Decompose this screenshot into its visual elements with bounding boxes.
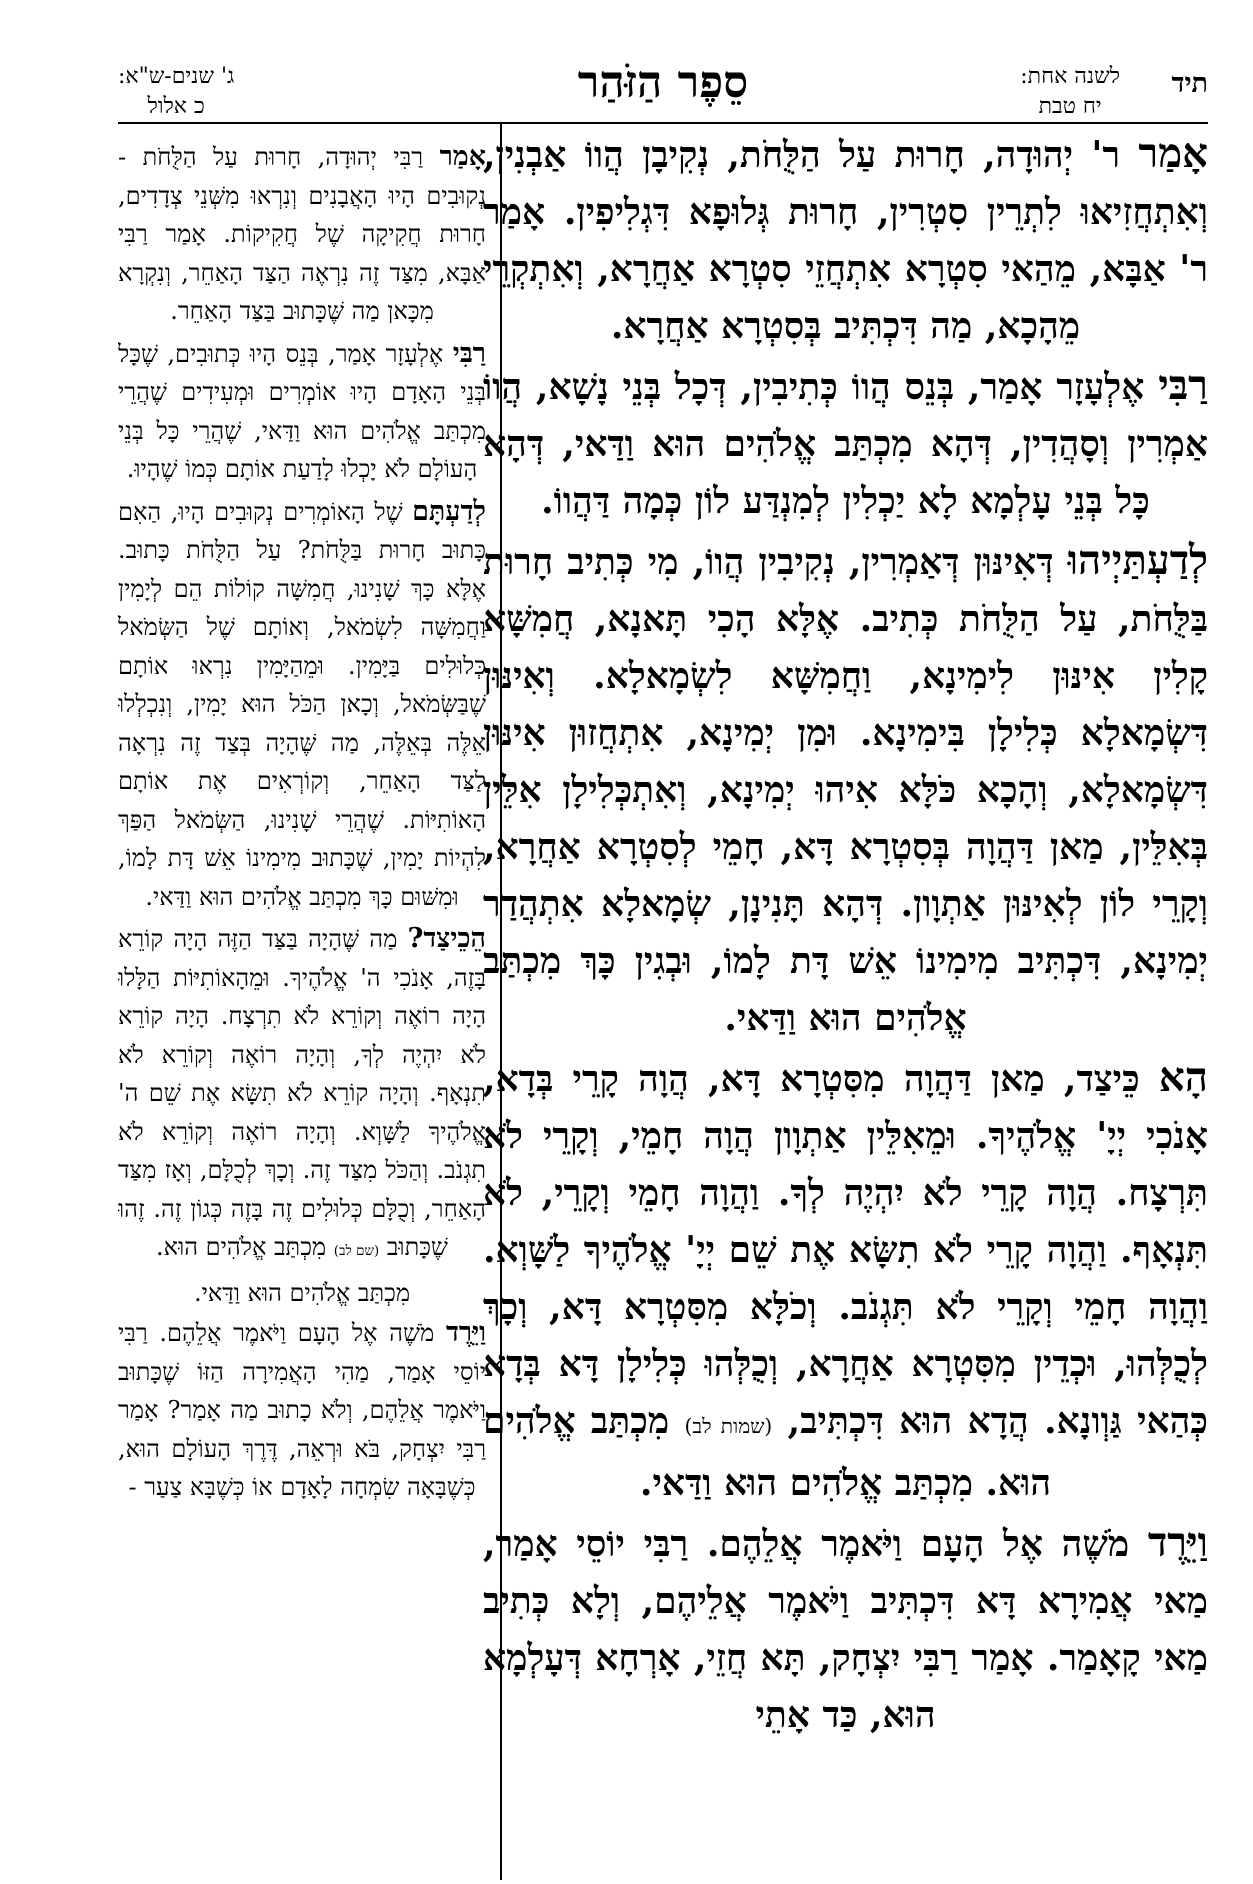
paragraph-lead-word: לְדַעְתָּם <box>412 495 486 527</box>
paragraph-lead-word: רַבִּי <box>452 337 486 369</box>
paragraph-text: מֹשֶׁה אֶל הָעָם וַיֹּאמֶר אֲלֵהֶם. רַבִּי יוֹסֵי אָמַר, מַאי אֲמִירָא דָּא דִּכְתִּיב וַיֹּאמֶר אֲלֵיהֶם, וְלָא כְּתִיב מַאי קָאָמַר. אָמַר רַבִּי יִצְחָק, תָּא חֲזֵי, אָרְחָא דְּעָלְמָא הוּא, כַּד אָתֵי <box>483 1523 1208 1736</box>
paragraph-lead-word: רַבִּי <box>1158 361 1208 409</box>
study-date-right: יח טבת <box>1038 94 1102 119</box>
page-number: תיד <box>1171 68 1208 99</box>
aramaic-paragraph <box>483 532 1208 1047</box>
hebrew-paragraph <box>118 138 486 331</box>
study-date-left: כ אלול <box>147 94 205 119</box>
source-reference: (שם לב) <box>333 1244 380 1259</box>
source-reference: (שמות לב) <box>684 1414 773 1438</box>
hebrew-translation-column <box>118 138 486 1880</box>
paragraph-text-tail: מִכְתַּב אֱלֹהִים הוּא. מִכְתַּב אֱלֹהִים הוּא וַדַּאי. <box>483 1400 1052 1504</box>
paragraph-text: מִכְתַּב אֱלֹהִים הוּא וַדַּאי. <box>193 1278 411 1307</box>
paragraph-lead-word: הָא <box>1158 1053 1208 1101</box>
paragraph-text: שֶׁל הָאוֹמְרִים נְקוּבִים הָיוּ, הַאִם כָּתוּב חָרוּת בַּלֻּחֹת? עַל הַלֻּחֹת כָּתוּב. אֶלָּא כָּךְ שָׁנִינוּ, חֲמִשָּׁה קוֹלוֹת הֵם לְיָמִין וַחֲמִשָּׁה לִשְׂמֹאל, וְאוֹתָם שֶׁל הַשְּׂמֹאל כְּלוּלִים בַּיָּמִין. וּמֵהַיָּמִין נִרְאוּ אוֹתָם שֶׁבַּשְּׂמֹאל, וְכָאן הַכֹּל הוּא יָמִין, וְנִכְלְלוּ אֵלֶּה בְּאֵלֶּה, מַה שֶּׁהָיָה בְּצַד זֶה נִרְאָה לַצַּד הָאַחֵר, וְקוֹרְאִים אֶת אוֹתָם הָאוֹתִיּוֹת. שֶׁהֲרֵי שָׁנִינוּ, הַשְּׂמֹאל הַפַּךְ לִהְיוֹת יָמִין, שֶׁכָּתוּב מִימִינוֹ אֵשׁ דָּת לָמוֹ, וּמִשּׁוּם כָּךְ מִכְתַּב אֱלֹהִים הוּא וַדַּאי. <box>118 497 486 911</box>
paragraph-text: אֶלְעָזָר אָמַר, בְּנֵס הָיוּ כְּתוּבִים, שֶׁכָּל בְּנֵי הָאָדָם הָיוּ אוֹמְרִים וּמְעִידִים שֶׁהֲרֵי מִכְתַּב אֱלֹהִים הוּא וַדַּאי, שֶׁהֲרֵי כָּל בְּנֵי הָעוֹלָם לֹא יָכְלוּ לָדַעַת אוֹתָם כְּמוֹ שֶׁהָיוּ. <box>118 339 486 483</box>
paragraph-text: מַה שֶּׁהָיָה בַּצַּד הַזֶּה הָיָה קוֹרֵא בָּזֶה, אָנֹכִי ה' אֱלֹהֶיךָ. וּמֵהָאוֹתִיּוֹת הַלָּלוּ הָיָה רוֹאֶה וְקוֹרֵא לֹא תִרְצָח. הָיָה קוֹרֵא לֹא יִהְיֶה לְךָ, וְהָיָה רוֹאֶה וְקוֹרֵא לֹא תִנְאָף. וְהָיָה קוֹרֵא לֹא תִשָּׂא אֶת שֵׁם ה' אֱלֹהֶיךָ לַשָּׁוְא. וְהָיָה רוֹאֶה וְקוֹרֵא לֹא תִגְנֹב. וְהַכֹּל מִצַּד זֶה. וְכָךְ לְכֻלָּם, וְאָז מִצַּד הָאַחֵר, וְכֻלָּם כְּלוּלִים זֶה בָּזֶה כְּגוֹן זֶה. זֶהוּ שֶׁכָּתוּב <box>118 925 486 1261</box>
hebrew-paragraph <box>118 920 486 1272</box>
aramaic-paragraph <box>483 1049 1208 1512</box>
paragraph-text: אֶלְעָזָר אָמַר, בְּנֵס הֲווֹ כְּתִיבִין, דְּכָל בְּנֵי נָשָׁא, הֲווֹ אַמְרִין וְסָהֲדִין, דְּהָא מִכְתַּב אֱלֹהִים הוּא וַדַּאי, דְּהָא כָּל בְּנֵי עָלְמָא לָא יַכְלִין לְמִנְדַּע לוֹן כְּמָה דַּהֲווֹ. <box>483 366 1208 522</box>
paragraph-text: דְּאִינּוּן דְּאַמְרִין, נְקִיבִין הֲווֹ, מִי כְּתִיב חָרוּת בַּלֻּחֹת, עַל הַלֻּחֹת כְּתִיב. אֶלָּא הָכִי תָּאנָא, חֲמִשָּׁא קָלִין אִינּוּן לִימִינָא, וַחֲמִשָּׁא לִשְׂמָאלָא. וְאִינּוּן דִּשְׂמָאלָא כְּלִילָן בִּימִינָא. וּמִן יְמִינָא, אִתְחֲזוּן אִינּוּן דִּשְׂמָאלָא, וְהָכָא כֹּלָּא אִיהוּ יְמִינָא, וְאִתְכְּלִילָן אִלֵּין בְּאִלֵּין, מַאן דַּהֲוָה בְּסִטְרָא דָּא, חָמֵי לְסִטְרָא אַחֲרָא, וְקָרֵי לוֹן לְאִינּוּן אַתְוָון. דְּהָא תָּנִינָן, שְׂמָאלָא אִתְהֲדַר יְמִינָא, דִּכְתִּיב מִימִינוֹ אֵשׁ דָּת לָמוֹ, וּבְגִין כָּךְ מִכְתַּב אֱלֹהִים הוּא וַדַּאי. <box>483 541 1208 1039</box>
aramaic-paragraph <box>483 1514 1208 1744</box>
aramaic-column <box>483 125 1208 1880</box>
header-divider <box>118 122 1208 124</box>
paragraph-lead-word: וַיֵּרֶד <box>1147 1518 1208 1566</box>
study-cycle-label: לשנה אחת: <box>1020 64 1120 89</box>
aramaic-paragraph <box>483 357 1208 530</box>
aramaic-paragraph <box>483 125 1208 355</box>
paragraph-lead-word: הֵכֵיצַד? <box>407 923 486 954</box>
paragraph-lead-word: לְדַעְתַּיְיהוּ <box>1067 536 1208 584</box>
years-cycle-label: ג' שנים-ש"א: <box>118 64 235 89</box>
column-divider <box>500 124 502 1880</box>
hebrew-paragraph <box>118 335 486 489</box>
paragraph-text: ר' יְהוּדָה, חָרוּת עַל הַלֻּחֹת, נְקִיבָן הֲווֹ אַבְנִין, וְאִתְחֲזִיאוּ לִתְרֵין סִטְרִין, חָרוּת גְּלוּפָא דִּגְלִיפִין. אָמַר ר' אַבָּא, מֵהַאי סִטְרָא אִתְחֲזֵי סִטְרָא אַחֲרָא, וְאִתְקְרֵי מֵהָכָא, מַה דִּכְתִּיב בְּסִטְרָא אַחֲרָא. <box>483 134 1208 347</box>
hebrew-paragraph <box>118 1314 486 1507</box>
paragraph-lead-word: אָמַר <box>439 141 486 172</box>
book-title: סֵפֶר הַזֹּהַר <box>577 57 749 108</box>
paragraph-lead-word: אָמַר <box>1138 129 1208 177</box>
hebrew-paragraph <box>118 493 486 917</box>
paragraph-text-tail: מִכְתַּב אֱלֹהִים הוּא. <box>156 1233 327 1261</box>
paragraph-text: כֵּיצַד, מַאן דַּהֲוָה מִסִּטְרָא דָּא, הֲוָה קָרֵי בְּדָא, אָנֹכִי יְיָ' אֱלֹהֶיךָ. וּמֵאִלֵּין אַתְוָון הֲוָה חָמֵי, וְקָרֵי לֹא תִּרְצָח. הֲוָה קָרֵי לֹא יִהְיֶה לְךָ. וַהֲוָה חָמֵי וְקָרֵי, לֹא תִּנְאָף. וַהֲוָה קָרֵי לֹא תִשָּׂא אֶת שֵׁם יְיָ' אֱלֹהֶיךָ לַשָּׁוְא. וַהֲוָה חָמֵי וְקָרֵי לֹא תִּגְנֹב. וְכֹלָּא מִסִּטְרָא דָּא, וְכָךְ לְכֻלְּהוּ, וּכְדֵין מִסִּטְרָא אַחֲרָא, וְכֻלְּהוּ כְּלִילָן דָּא בְּדָא כְּהַאי גַּוְונָא. הֲדָא הוּא דִּכְתִּיב, <box>483 1058 1208 1442</box>
paragraph-text: רַבִּי יְהוּדָה, חָרוּת עַל הַלֻּחֹת - נְקוּבִים הָיוּ הָאֲבָנִים וְנִרְאוּ מִשְּׁנֵי צְדָדִים, חָרוּת חֲקִיקָה שֶׁל חֲקִיקוֹת. אָמַר רַבִּי אַבָּא, מִצַּד זֶה נִרְאֶה הַצַּד הָאַחֵר, וְנִקְרָא מִכָּאן מַה שֶּׁכָּתוּב בַּצַּד הָאַחֵר. <box>118 143 486 325</box>
paragraph-text: מֹשֶׁה אֶל הָעָם וַיֹּאמֶר אֲלֵהֶם. רַבִּי יוֹסֵי אָמַר, מַהִי הָאֲמִירָה הַזּוֹ שֶׁכָּתוּב וַיֹּאמֶר אֲלֵהֶם, וְלֹא כָתוּב מַה אָמַר? אָמַר רַבִּי יִצְחָק, בֹּא וּרְאֵה, דֶּרֶךְ הָעוֹלָם הוּא, כְּשֶׁבָּאָה שִׂמְחָה לָאָדָם אוֹ כְּשֶׁבָּא צַעַר - <box>118 1319 486 1501</box>
hebrew-paragraph <box>118 1274 486 1313</box>
page-header <box>118 58 1208 120</box>
paragraph-lead-word: וַיֵּרֶד <box>445 1317 486 1348</box>
header-left-cycle <box>118 62 234 122</box>
